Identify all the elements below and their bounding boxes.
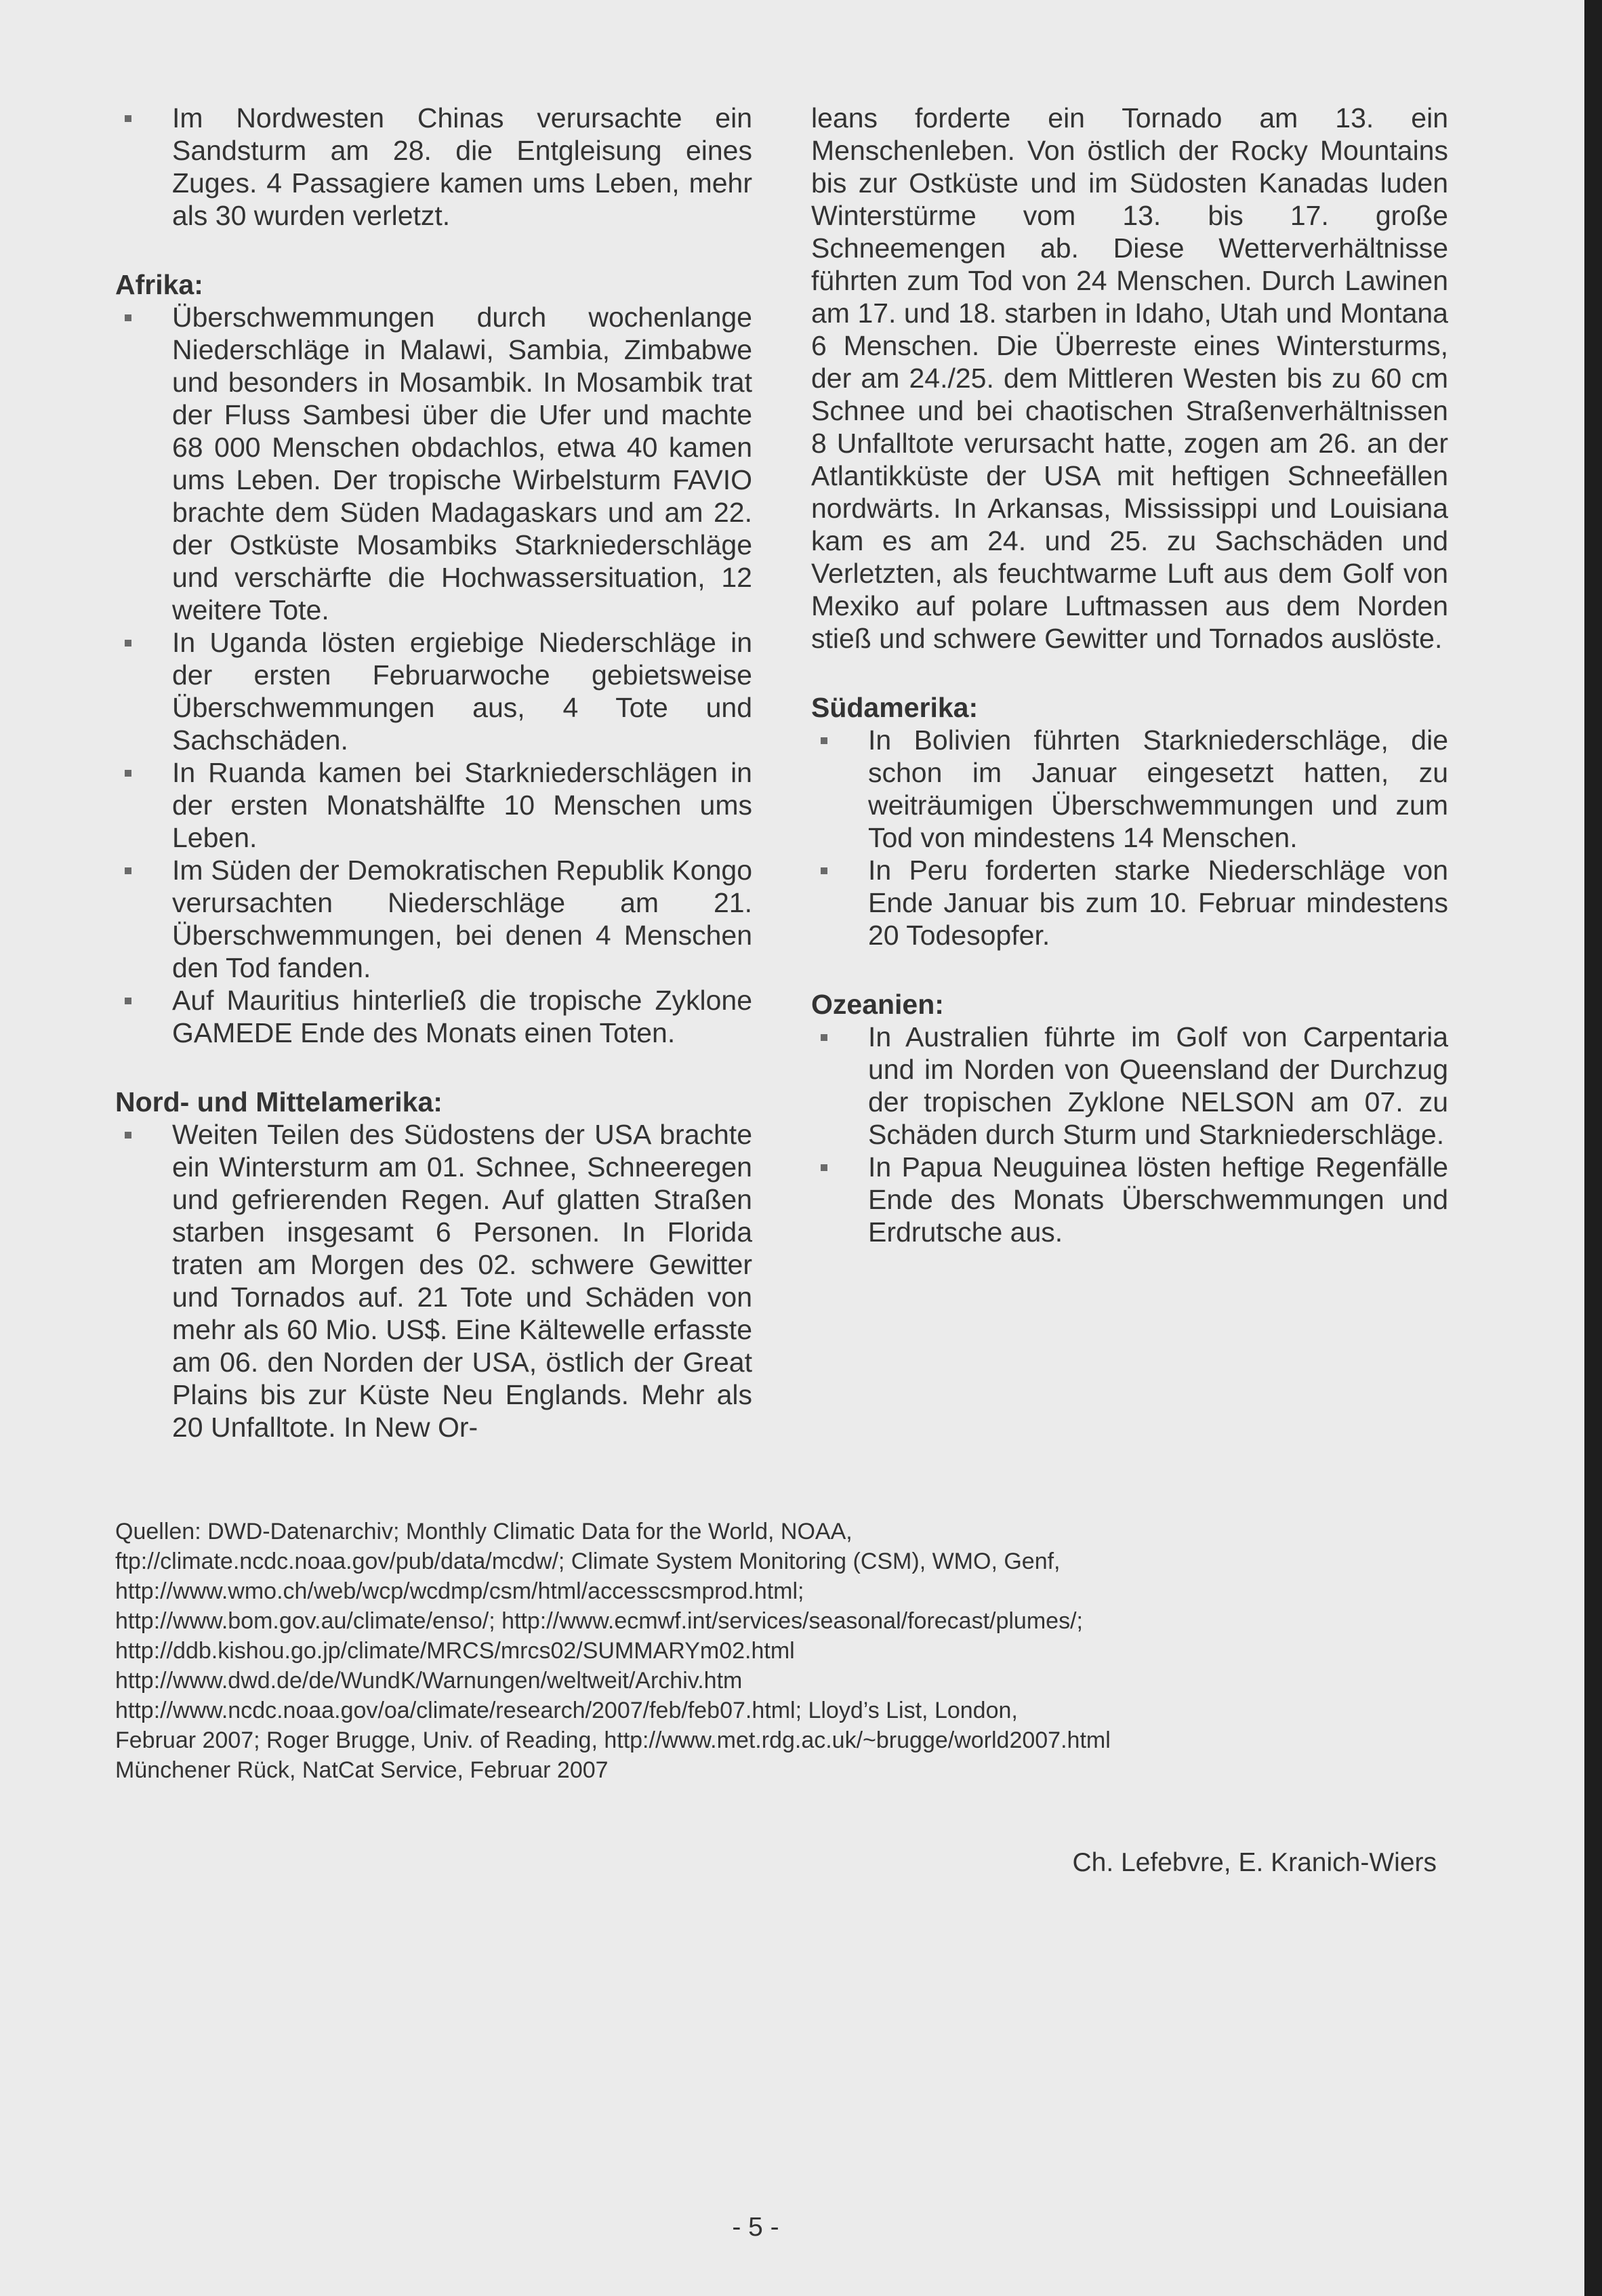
square-bullet-icon	[821, 1164, 827, 1171]
list-item-text: In Bolivien führten Starkniederschläge, die schon im Januar eingesetzt hatten, zu weiträumigen Überschwemmungen und zum Tod von mindestens 14 Menschen.	[868, 724, 1448, 853]
left-column	[115, 102, 752, 1443]
list-item	[811, 1151, 1448, 1248]
right-column	[811, 102, 1448, 1248]
list-item	[115, 756, 752, 854]
list-item-text: In Peru forderten starke Niederschläge von Ende Januar bis zum 10. Februar mindestens 20 Todesopfer.	[868, 855, 1448, 951]
square-bullet-icon	[125, 867, 131, 874]
list-item	[115, 1118, 752, 1443]
source-line: Münchener Rück, NatCat Service, Februar 2007	[115, 1757, 609, 1783]
list-item	[115, 854, 752, 984]
section-heading-suedamerika: Südamerika:	[811, 692, 979, 723]
source-line: http://www.wmo.ch/web/wcp/wcdmp/csm/html/accesscsmprod.html;	[115, 1578, 804, 1604]
list-item	[811, 854, 1448, 951]
authors: Ch. Lefebvre, E. Kranich-Wiers	[1072, 1848, 1437, 1877]
list-item	[115, 301, 752, 626]
list-item-china	[115, 102, 752, 232]
scan-edge	[1584, 0, 1602, 2296]
sources-block	[115, 1517, 1403, 1785]
list-item-text: Überschwemmungen durch wochenlange Niederschläge in Malawi, Sambia, Zimbabwe und besonders in Mosambik. In Mosambik trat der Fluss Sambesi über die Ufer und machte 68 000 Menschen obdachlos, etwa 40 kamen ums Leben. Der tropische Wirbelsturm FAVIO brachte dem Süden Madagaskars und am 22. der Ostküste Mosambiks Starkniederschläge und verschärfte die Hochwassersituation, 12 weitere Tote.	[172, 302, 752, 626]
source-line: Februar 2007; Roger Brugge, Univ. of Reading, http://www.met.rdg.ac.uk/~brugge/world2007.html	[115, 1727, 1111, 1753]
source-line: http://www.dwd.de/de/WundK/Warnungen/weltweit/Archiv.htm	[115, 1668, 743, 1694]
square-bullet-icon	[125, 115, 131, 122]
list-item	[115, 984, 752, 1049]
source-line: ftp://climate.ncdc.noaa.gov/pub/data/mcdw/; Climate System Monitoring (CSM), WMO, Genf,	[115, 1549, 1061, 1574]
section-heading-ozeanien: Ozeanien:	[811, 989, 944, 1020]
square-bullet-icon	[821, 1034, 827, 1041]
list-item-text: In Papua Neuguinea lösten heftige Regenfälle Ende des Monats Überschwemmungen und Erdrutsche aus.	[868, 1151, 1448, 1248]
list-item-text: Im Süden der Demokratischen Republik Kongo verursachten Niederschläge am 21. Überschwemmungen, bei denen 4 Menschen den Tod fanden.	[172, 855, 752, 983]
list-item	[811, 1021, 1448, 1151]
list-item	[115, 626, 752, 756]
source-line: http://www.bom.gov.au/climate/enso/; http://www.ecmwf.int/services/seasonal/forecast/plumes/;	[115, 1608, 1083, 1634]
section-heading-nordamerika: Nord- und Mittelamerika:	[115, 1086, 443, 1118]
list-item-text: Weiten Teilen des Südostens der USA brachte ein Wintersturm am 01. Schnee, Schneeregen und gefrierenden Regen. Auf glatten Straßen starben insgesamt 6 Personen. In Florida traten am Morgen des 02. schwere Gewitter und Tornados auf. 21 Tote und Schäden von mehr als 60 Mio. US$. Eine Kältewelle erfasste am 06. den Norden der USA, östlich der Great Plains bis zur Küste Neu Englands. Mehr als 20 Unfalltote. In New Or-	[172, 1119, 752, 1443]
list-item-text: Im Nordwesten Chinas verursachte ein Sandsturm am 28. die Entgleisung eines Zuges. 4 Passagiere kamen ums Leben, mehr als 30 wurden verletzt.	[172, 102, 752, 231]
continued-paragraph: leans forderte ein Tornado am 13. ein Menschenleben. Von östlich der Rocky Mountains bis zur Ostküste und im Südosten Kanadas luden Winterstürme vom 13. bis 17. große Schneemengen ab. Diese Wetterverhältnisse führten zum Tod von 24 Menschen. Durch Lawinen am 17. und 18. starben in Idaho, Utah und Montana 6 Menschen. Die Überreste eines Wintersturms, der am 24./25. dem Mittleren Westen bis zu 60 cm Schnee und bei chaotischen Straßenverhältnissen 8 Unfalltote verursacht hatte, zogen am 26. an der Atlantikküste der USA mit heftigen Schneefällen nordwärts. In Arkansas, Mississippi und Louisiana kam es am 24. und 25. zu Sachschäden und Verletzten, als feuchtwarme Luft aus dem Golf von Mexiko auf polare Luftmassen aus dem Norden stieß und schwere Gewitter und Tornados auslöste.	[811, 102, 1448, 654]
square-bullet-icon	[125, 314, 131, 321]
square-bullet-icon	[125, 998, 131, 1004]
page-number: - 5 -	[732, 2213, 779, 2242]
section-heading-afrika: Afrika:	[115, 269, 203, 300]
source-line: Quellen: DWD-Datenarchiv; Monthly Climatic Data for the World, NOAA,	[115, 1519, 853, 1544]
list-item	[811, 724, 1448, 854]
source-line: http://ddb.kishou.go.jp/climate/MRCS/mrcs02/SUMMARYm02.html	[115, 1638, 795, 1664]
list-item-text: In Australien führte im Golf von Carpentaria und im Norden von Queensland der Durchzug der tropischen Zyklone NELSON am 07. zu Schäden durch Sturm und Starkniederschläge.	[868, 1021, 1448, 1150]
list-item-text: In Uganda lösten ergiebige Niederschläge in der ersten Februarwoche gebietsweise Überschwemmungen aus, 4 Tote und Sachschäden.	[172, 627, 752, 756]
square-bullet-icon	[125, 770, 131, 777]
list-item-text: In Ruanda kamen bei Starkniederschlägen in der ersten Monatshälfte 10 Menschen ums Leben.	[172, 757, 752, 853]
list-item-text: Auf Mauritius hinterließ die tropische Zyklone GAMEDE Ende des Monats einen Toten.	[172, 985, 752, 1048]
square-bullet-icon	[821, 867, 827, 874]
square-bullet-icon	[125, 1132, 131, 1139]
source-line: http://www.ncdc.noaa.gov/oa/climate/research/2007/feb/feb07.html; Lloyd’s List, London,	[115, 1698, 1018, 1723]
square-bullet-icon	[821, 737, 827, 744]
square-bullet-icon	[125, 640, 131, 647]
